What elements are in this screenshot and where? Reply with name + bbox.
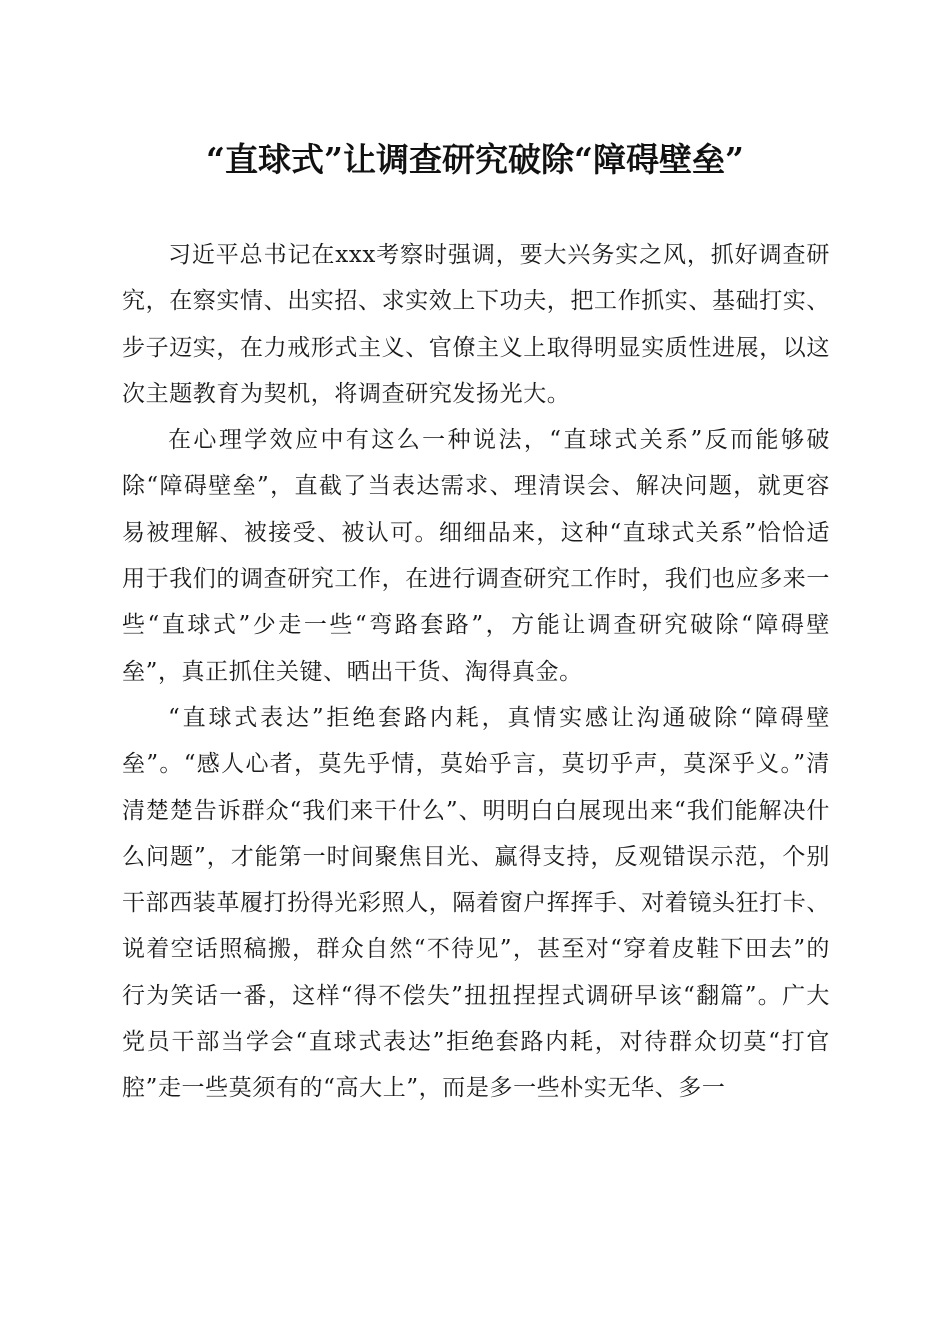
document-title: “直球式”让调查研究破除“障碍壁垒” [206, 140, 744, 179]
paragraph: 在心理学效应中有这么一种说法，“直球式关系”反而能够破除“障碍壁垒”，直截了当表达需求、理清误会、解决问题，就更容易被理解、被接受、被认可。细细品来，这种“直球式关系”恰恰适用于我们的调查研究工作，在进行调查研究工作时，我们也应多来一些“直球式”少走一些“弯路套路”，方能让调查研究破除“障碍壁垒”，真正抓住关键、晒出干货、淘得真金。 [122, 427, 830, 685]
paragraph: “直球式表达”拒绝套路内耗，真情实感让沟通破除“障碍壁垒”。“感人心者，莫先乎情，莫始乎言，莫切乎声，莫深乎义。”清清楚楚告诉群众“我们来干什么”、明明白白展现出来“我们能解决什么问题”，才能第一时间聚焦目光、赢得支持，反观错误示范，个别干部西装革履打扮得光彩照人，隔着窗户挥挥手、对着镜头狂打卡、说着空话照稿搬，群众自然“不待见”，甚至对“穿着皮鞋下田去”的行为笑话一番，这样“得不偿失”扭扭捏捏式调研早该“翻篇”。广大党员干部当学会“直球式表达”拒绝套路内耗，对待群众切莫“打官腔”走一些莫须有的“高大上”，而是多一些朴实无华、多一 [122, 704, 830, 1102]
document-body [122, 232, 830, 1112]
paragraph: 习近平总书记在xxx考察时强调，要大兴务实之风，抓好调查研究，在察实情、出实招、求实效上下功夫，把工作抓实、基础打实、步子迈实，在力戒形式主义、官僚主义上取得明显实质性进展，以这次主题教育为契机，将调查研究发扬光大。 [122, 242, 830, 407]
